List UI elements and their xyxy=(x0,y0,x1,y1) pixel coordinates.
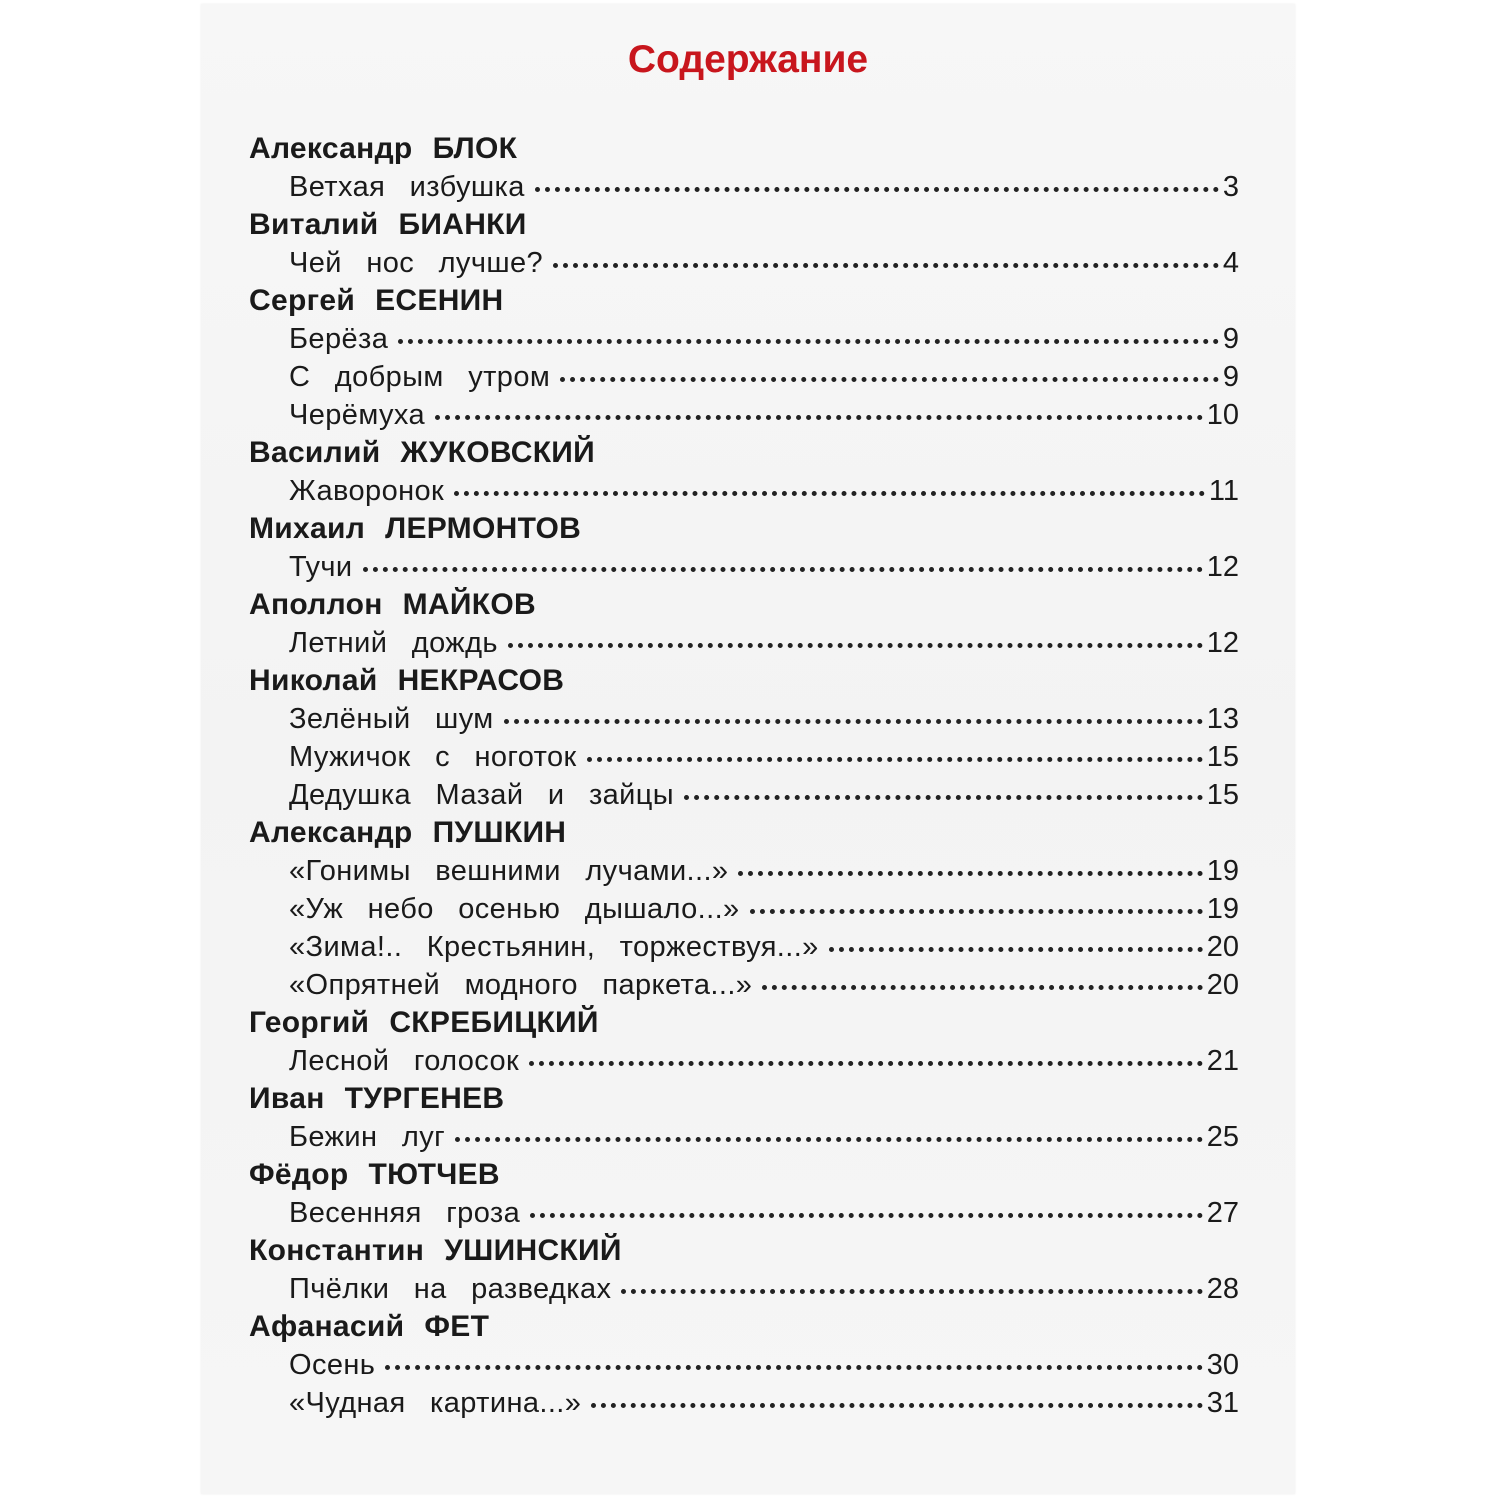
toc-entry[interactable] xyxy=(249,358,1239,396)
page-number: 20 xyxy=(1206,931,1239,963)
toc-section xyxy=(249,1232,1239,1308)
entry-title: Бежин луг xyxy=(289,1121,446,1153)
toc-section xyxy=(249,814,1239,1004)
author-last-name: УШИНСКИЙ xyxy=(444,1234,622,1267)
author-last-name: ЖУКОВСКИЙ xyxy=(400,436,596,469)
author-last-name: ФЕТ xyxy=(424,1310,490,1343)
toc-entry[interactable] xyxy=(249,1384,1239,1422)
page-number: 20 xyxy=(1206,969,1239,1001)
toc-entry[interactable] xyxy=(249,890,1239,928)
author-last-name: ТЮТЧЕВ xyxy=(368,1158,500,1191)
toc-entry[interactable] xyxy=(249,700,1239,738)
dot-leader xyxy=(529,1061,1203,1066)
author-heading xyxy=(249,814,1239,852)
entry-title: Черёмуха xyxy=(289,399,425,431)
entry-title: Весенняя гроза xyxy=(289,1197,521,1229)
page-number: 27 xyxy=(1206,1197,1239,1229)
entry-title: Лесной голосок xyxy=(289,1045,520,1077)
toc-section xyxy=(249,1308,1239,1422)
toc-section xyxy=(249,662,1239,814)
toc-entry[interactable] xyxy=(249,1042,1239,1080)
dot-leader xyxy=(829,947,1203,952)
entry-title: Чей нос лучше? xyxy=(289,247,544,279)
author-last-name: ЕСЕНИН xyxy=(375,284,504,317)
toc-entry[interactable] xyxy=(249,852,1239,890)
dot-leader xyxy=(398,339,1219,344)
page-number: 12 xyxy=(1206,551,1239,583)
dot-leader xyxy=(762,985,1202,990)
author-heading xyxy=(249,1308,1239,1346)
author-last-name: СКРЕБИЦКИЙ xyxy=(389,1006,599,1039)
author-heading xyxy=(249,662,1239,700)
toc-section xyxy=(249,1156,1239,1232)
dot-leader xyxy=(504,719,1203,724)
entry-list xyxy=(249,1118,1239,1156)
toc-entry[interactable] xyxy=(249,472,1239,510)
entry-title: «Гонимы вешними лучами...» xyxy=(289,855,729,887)
author-heading xyxy=(249,130,1239,168)
page-number: 19 xyxy=(1206,893,1239,925)
toc-entry[interactable] xyxy=(249,1346,1239,1384)
dot-leader xyxy=(363,567,1203,572)
toc-section xyxy=(249,586,1239,662)
page-number: 3 xyxy=(1222,171,1239,203)
toc-entry[interactable] xyxy=(249,928,1239,966)
dot-leader xyxy=(553,263,1219,268)
entry-list xyxy=(249,168,1239,206)
dot-leader xyxy=(455,1137,1203,1142)
toc-entry[interactable] xyxy=(249,1194,1239,1232)
author-heading xyxy=(249,206,1239,244)
page-number: 12 xyxy=(1206,627,1239,659)
entry-title: «Чудная картина...» xyxy=(289,1387,582,1419)
page-number: 15 xyxy=(1206,779,1239,811)
toc-section xyxy=(249,1080,1239,1156)
dot-leader xyxy=(621,1289,1202,1294)
toc-entry[interactable] xyxy=(249,738,1239,776)
entry-title: Тучи xyxy=(289,551,353,583)
page-title: Содержание xyxy=(627,38,869,81)
entry-title: Берёза xyxy=(289,323,389,355)
entry-title: С добрым утром xyxy=(289,361,551,393)
toc-entry[interactable] xyxy=(249,624,1239,662)
dot-leader xyxy=(587,757,1203,762)
dot-leader xyxy=(385,1365,1202,1370)
toc-section xyxy=(249,206,1239,282)
toc-entry[interactable] xyxy=(249,396,1239,434)
page-number: 19 xyxy=(1206,855,1239,887)
entry-title: «Опрятней модного паркета...» xyxy=(289,969,753,1001)
author-first-name: Фёдор xyxy=(249,1158,349,1191)
dot-leader xyxy=(591,1403,1202,1408)
toc-entry[interactable] xyxy=(249,1270,1239,1308)
entry-list xyxy=(249,1194,1239,1232)
toc-section xyxy=(249,510,1239,586)
author-last-name: ЛЕРМОНТОВ xyxy=(385,512,582,545)
page-number: 28 xyxy=(1206,1273,1239,1305)
book-page xyxy=(201,4,1295,1494)
entry-title: «Уж небо осенью дышало...» xyxy=(289,893,740,925)
page-number: 10 xyxy=(1206,399,1239,431)
author-heading xyxy=(249,510,1239,548)
dot-leader xyxy=(560,377,1219,382)
author-last-name: ТУРГЕНЕВ xyxy=(344,1082,505,1115)
table-of-contents xyxy=(249,130,1239,1422)
author-last-name: НЕКРАСОВ xyxy=(397,664,565,697)
dot-leader xyxy=(684,795,1203,800)
toc-entry[interactable] xyxy=(249,168,1239,206)
toc-entry[interactable] xyxy=(249,548,1239,586)
page-number: 4 xyxy=(1222,247,1239,279)
author-last-name: БИАНКИ xyxy=(398,208,527,241)
dot-leader xyxy=(454,491,1205,496)
page-number: 25 xyxy=(1206,1121,1239,1153)
author-first-name: Аполлон xyxy=(249,588,383,621)
author-first-name: Константин xyxy=(249,1234,425,1267)
toc-entry[interactable] xyxy=(249,1118,1239,1156)
page-number: 15 xyxy=(1206,741,1239,773)
entry-list xyxy=(249,624,1239,662)
author-first-name: Василий xyxy=(249,436,381,469)
author-first-name: Александр xyxy=(249,132,413,165)
entry-title: Ветхая избушка xyxy=(289,171,525,203)
author-heading xyxy=(249,586,1239,624)
dot-leader xyxy=(738,871,1202,876)
page-number: 11 xyxy=(1208,475,1239,507)
toc-section xyxy=(249,130,1239,206)
toc-entry[interactable] xyxy=(249,320,1239,358)
toc-section xyxy=(249,434,1239,510)
entry-list xyxy=(249,320,1239,434)
author-first-name: Сергей xyxy=(249,284,356,317)
entry-title: Зелёный шум xyxy=(289,703,494,735)
author-heading xyxy=(249,1232,1239,1270)
entry-list xyxy=(249,548,1239,586)
toc-entry[interactable] xyxy=(249,966,1239,1004)
author-first-name: Александр xyxy=(249,816,413,849)
author-heading xyxy=(249,434,1239,472)
entry-list xyxy=(249,244,1239,282)
author-last-name: БЛОК xyxy=(432,132,518,165)
dot-leader xyxy=(508,643,1203,648)
author-first-name: Виталий xyxy=(249,208,379,241)
entry-list xyxy=(249,852,1239,1004)
author-first-name: Георгий xyxy=(249,1006,370,1039)
author-heading xyxy=(249,282,1239,320)
author-first-name: Афанасий xyxy=(249,1310,405,1343)
entry-title: Жаворонок xyxy=(289,475,445,507)
entry-list xyxy=(249,472,1239,510)
author-first-name: Иван xyxy=(249,1082,325,1115)
entry-title: Летний дождь xyxy=(289,627,498,659)
entry-list xyxy=(249,1346,1239,1422)
author-last-name: ПУШКИН xyxy=(432,816,567,849)
entry-title: Мужичок с ноготок xyxy=(289,741,577,773)
toc-section xyxy=(249,1004,1239,1080)
entry-title: «Зима!.. Крестьянин, торжествуя...» xyxy=(289,931,819,963)
dot-leader xyxy=(750,909,1203,914)
page-number: 30 xyxy=(1206,1349,1239,1381)
toc-section xyxy=(249,282,1239,434)
author-first-name: Михаил xyxy=(249,512,366,545)
author-heading xyxy=(249,1156,1239,1194)
dot-leader xyxy=(535,187,1219,192)
page-number: 9 xyxy=(1222,361,1239,393)
dot-leader xyxy=(435,415,1203,420)
author-heading xyxy=(249,1080,1239,1118)
entry-title: Дедушка Мазай и зайцы xyxy=(289,779,675,811)
toc-entry[interactable] xyxy=(249,244,1239,282)
author-heading xyxy=(249,1004,1239,1042)
page-number: 9 xyxy=(1222,323,1239,355)
entry-list xyxy=(249,1042,1239,1080)
entry-list xyxy=(249,700,1239,814)
author-first-name: Николай xyxy=(249,664,378,697)
entry-list xyxy=(249,1270,1239,1308)
page-number: 13 xyxy=(1206,703,1239,735)
page-number: 31 xyxy=(1206,1387,1239,1419)
toc-entry[interactable] xyxy=(249,776,1239,814)
entry-title: Осень xyxy=(289,1349,376,1381)
dot-leader xyxy=(530,1213,1203,1218)
entry-title: Пчёлки на разведках xyxy=(289,1273,612,1305)
author-last-name: МАЙКОВ xyxy=(402,588,536,621)
page-number: 21 xyxy=(1206,1045,1239,1077)
